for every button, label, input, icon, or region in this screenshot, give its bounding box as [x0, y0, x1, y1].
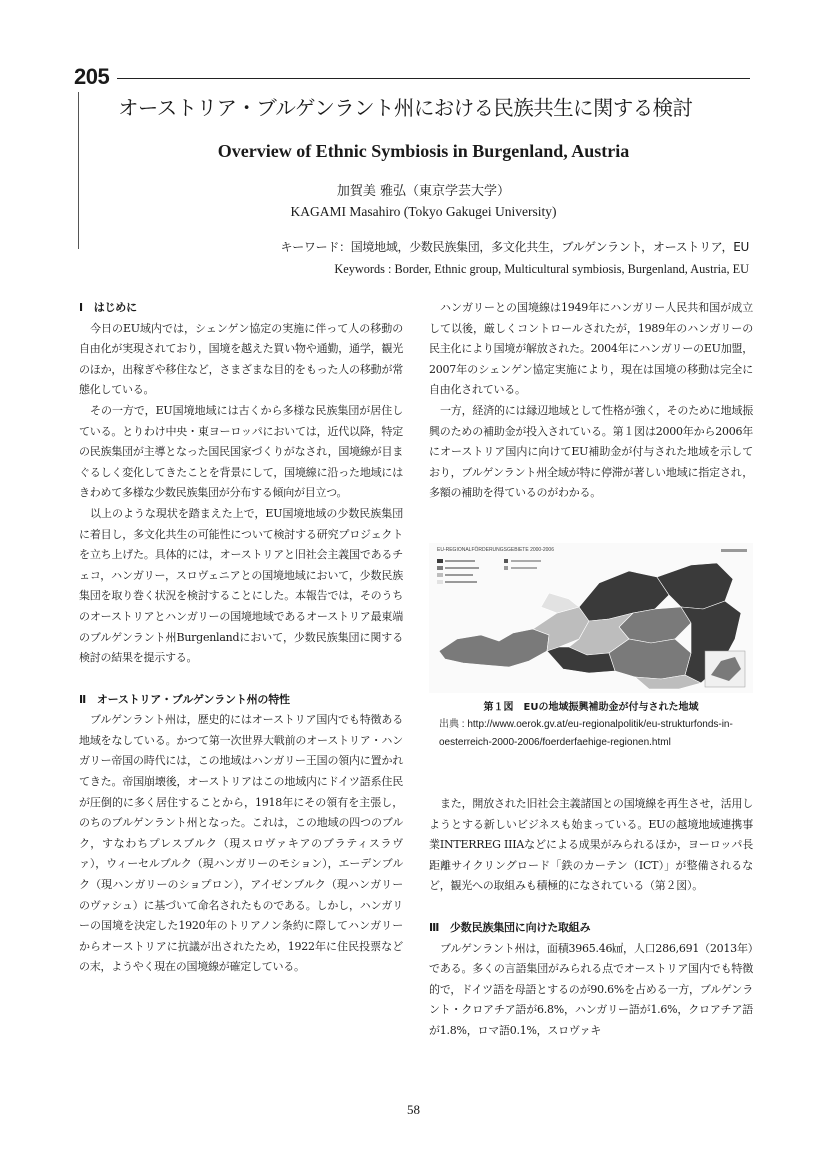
author-english: KAGAMI Masahiro (Tokyo Gakugei University) [290, 204, 557, 219]
paragraph: また，開放された旧社会主義諸国との国境線を再生させ，活用しようとする新しいビジネスも始まっている。EUの越境地域連携事業INTERREG IIIAなどによる成果がみられるほか，ヨーロッパ長距離サイクリングロード「鉄のカーテン（ICT）」が整備されるなど，観光への取組みも積極的になされている（第２図）。 [429, 797, 753, 893]
paragraph: 今日のEU域内では，シェンゲン協定の実施に伴って人の移動の自由化が実現されており，国境を越えた買い物や通勤，通学，観光のほか，出稼ぎや移住など，さまざまな目的をもった人の移動が常態化している。 [79, 321, 403, 397]
header-rule [117, 78, 750, 79]
paragraph: 一方，経済的には縁辺地域として性格が強く，そのために地域振興のための補助金が投入されている。第１図は2000年から2006年にオーストリア国内に向けてEU補助金が付与された地域を示しており，ブルゲンラント州全域が特に停滞が著しい地域に指定され，多額の補助を得ているのがわかる。 [429, 403, 753, 500]
map-heading: EU-REGIONALFÖRDERUNGSGEBIETE 2000-2006 [437, 547, 554, 553]
section-heading-minority-efforts: Ⅲ 少数民族集団に向けた取組み [429, 920, 591, 934]
keywords-japanese: キーワード：国境地域，少数民族集団，多文化共生，ブルゲンラント，オーストリア，EU [280, 240, 749, 254]
page-number: 58 [407, 1102, 420, 1117]
section-heading-intro: Ⅰ はじめに [79, 301, 137, 314]
author-japanese: 加賀美 雅弘（東京学芸大学） [336, 184, 511, 199]
figure-caption: 第１図 EUの地域振興補助金が付与された地域 [483, 702, 699, 713]
right-column-top [429, 298, 753, 504]
title-japanese: オーストリア・ブルゲンラント州における民族共生に関する検討 [118, 96, 693, 120]
paragraph: 以上のような現状を踏まえた上で，EU国境地域の少数民族集団に着目し，多文化共生の可能性について検討する研究プロジェクトを立ち上げた。具体的には，オーストリアと旧社会主義国であるチェコ，ハンガリー，スロヴェニアとの国境地域において，少数民族集団を取り巻く状況を検討することにした。本報告では，そのうちのオーストリアとハンガリーの国境地域であるオーストリア最東端のブルゲンラント州Burgenlandにおいて，少数民族集団に関する検討の結果を提示する。 [79, 506, 403, 665]
figure-source: 出典 : http://www.oerok.gv.at/eu-regionalpolitik/eu-strukturfonds-in-oesterreich-2000-2006/foerderfaehige-regionen.html [439, 719, 733, 748]
paragraph: その一方で，EU国境地域には古くから多様な民族集団が居住している。とりわけ中央・東ヨーロッパにおいては，近代以降，特定の民族集団が主導となった国民国家づくりがなされ，国境線が目まぐるしく変化してきたことを背景にして，国境線に沿った地域にはきわめて多様な少数民族集団が分布する傾向が目立つ。 [79, 403, 403, 500]
paragraph: ブルゲンラント州は，歴史的にはオーストリア国内でも特徴ある地域をなしている。かつて第一次世界大戦前のオーストリア・ハンガリー帝国の時代には，この地域はハンガリー王国の領内に置かれてきた。帝国崩壊後，オーストリアはこの地域内にドイツ語系住民が圧倒的に多く居住することから，1918年にその領有を主張し，のちのブルゲンラント州となった。これは，この地域の四つのブルク，すなわちプレスブルク（現スロヴァキアのブラティスラヴァ），ウィーセルブルク（現ハンガリーのモション），エーデンブルク（現ハンガリーのショプロン），アイゼンブルク（現ハンガリーのヴァシュ）に基づいて命名されたものである。しかし，ハンガリーの国境を決定した1920年のトリアノン条約に際してハンガリーからオーストリアに抗議が出されたため，1922年に住民投票などの末，ようやく現在の国境線が確定している。 [79, 713, 403, 974]
right-column-bottom [429, 794, 753, 1042]
austria-map-image [429, 543, 753, 693]
paragraph: ハンガリーとの国境線は1949年にハンガリー人民共和国が成立して以後，厳しくコントロールされたが，1989年のハンガリーの民主化により国境が解放された。2004年にハンガリーのEU加盟，2007年のシェンゲン協定実施により，現在は国境の移動は完全に自由化されている。 [429, 301, 753, 397]
keywords-english: Keywords : Border, Ethnic group, Multicultural symbiosis, Burgenland, Austria, EU [334, 262, 749, 276]
eu-subsidy-map-figure [429, 543, 753, 693]
section-heading-characteristics: Ⅱ オーストリア・ブルゲンラント州の特性 [79, 692, 290, 706]
left-column [79, 298, 403, 978]
title-side-rule [78, 92, 79, 249]
paragraph: ブルゲンラント州は，面積3965.46㎢，人口286,691（2013年）である。多くの言語集団がみられる点でオーストリア国内でも特徴的で，ドイツ語を母語とするのが90.6%を占める一方，ブルゲンラント・クロアチア語が6.8%，ハンガリー語が1.6%，クロアチア語が1.8%，ロマ語0.1%，スロヴァキ [429, 941, 753, 1037]
title-english: Overview of Ethnic Symbiosis in Burgenland, Austria [217, 141, 630, 161]
paper-number: 205 [74, 64, 110, 89]
